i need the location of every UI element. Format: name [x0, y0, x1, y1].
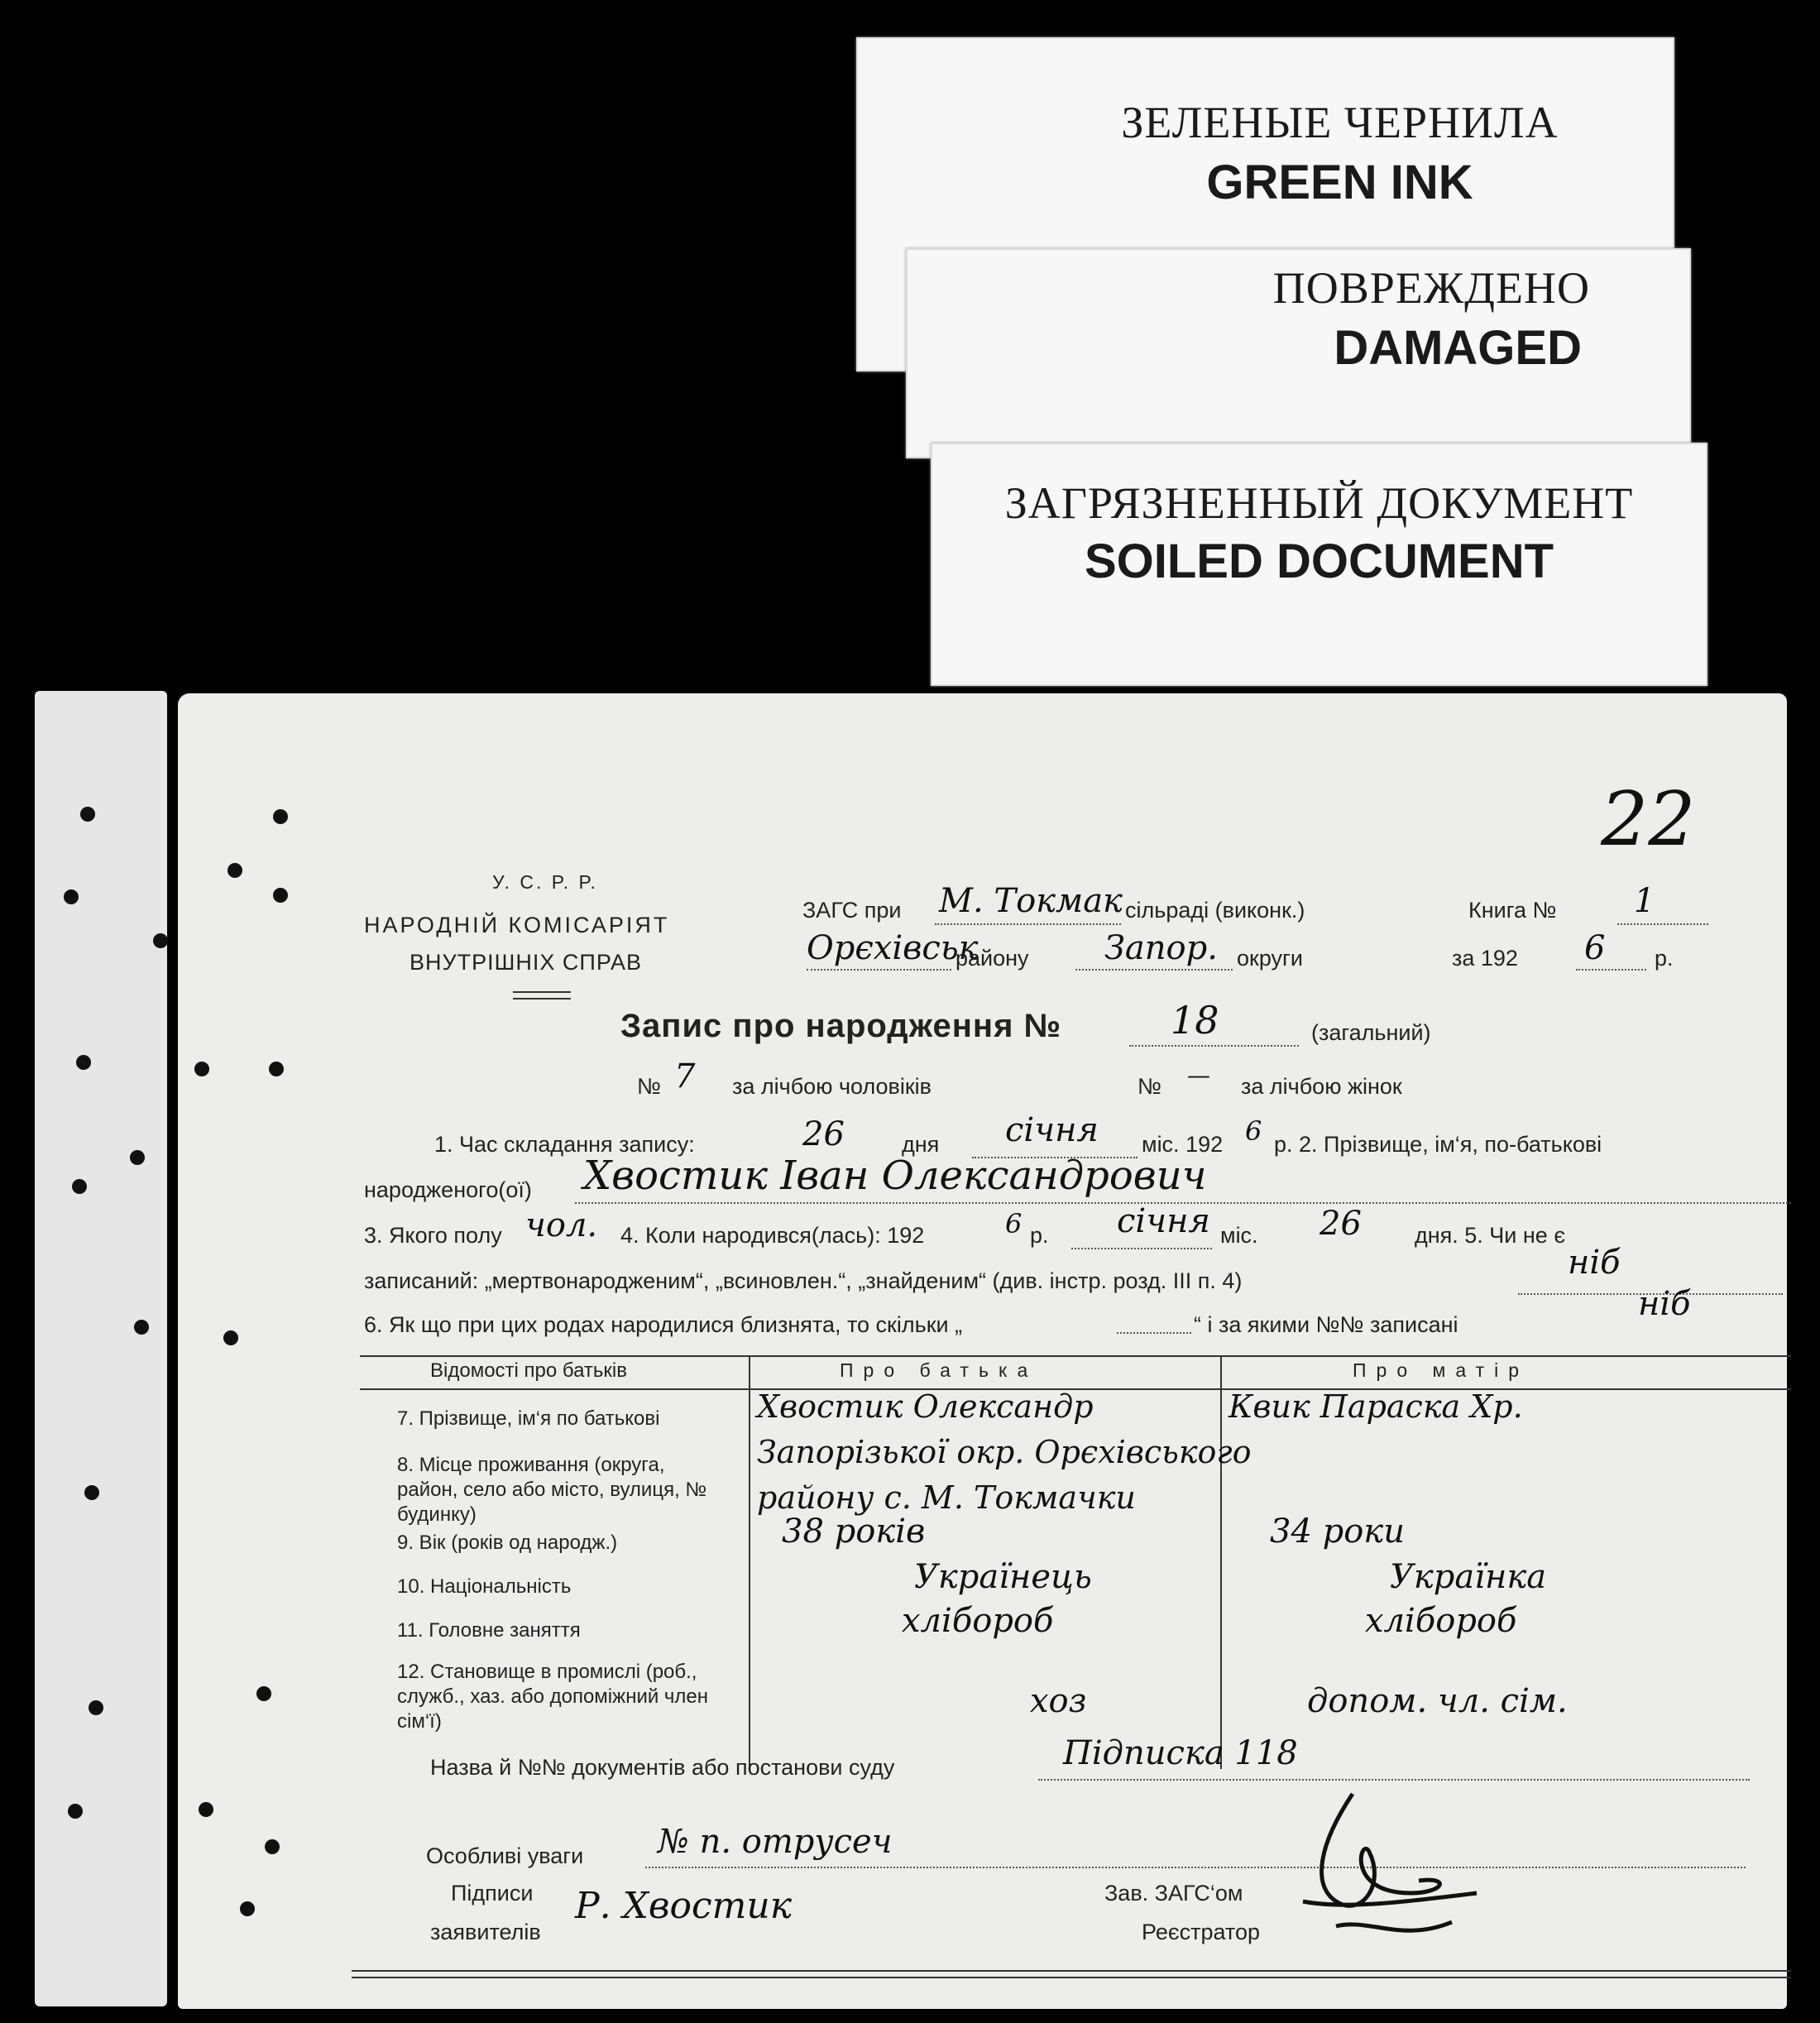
zags-label: ЗАГС при: [802, 898, 902, 923]
binding-stub: [35, 691, 167, 2006]
bottom-border: [352, 1977, 1791, 1978]
punch-hole: [64, 889, 79, 904]
field-4-label: 4. Коли народився(лась): 192: [620, 1223, 925, 1248]
punch-hole: [199, 1802, 213, 1817]
field-6-value: ніб: [1638, 1285, 1691, 1323]
record-title: Запис про народження №: [620, 1008, 1062, 1044]
birth-day: 26: [1320, 1205, 1362, 1243]
punch-hole: [80, 807, 95, 822]
dots: [645, 1867, 1746, 1868]
punch-hole: [68, 1804, 83, 1819]
punch-hole: [130, 1150, 145, 1165]
men-count-number: 7: [674, 1057, 696, 1095]
okrug-name: Запор.: [1104, 929, 1218, 967]
birth-month-label: міс.: [1220, 1223, 1258, 1248]
punch-hole: [240, 1901, 255, 1916]
women-count-label: за лічбою жінок: [1241, 1074, 1402, 1099]
father-occupation: хлібороб: [902, 1602, 1054, 1640]
birth-year: 6: [1005, 1208, 1023, 1239]
field-2-label-2: народженого(ої): [364, 1177, 532, 1202]
field-1-year: 6: [1245, 1115, 1262, 1147]
notes-value: № п. отрусеч: [658, 1823, 893, 1861]
table-top-border: [360, 1355, 1791, 1357]
damaged-label-en: DAMAGED: [1334, 321, 1582, 375]
green-ink-label-en: GREEN INK: [1206, 156, 1473, 209]
row-label-residence: 8. Місце проживання (округа, район, село або місто, вулиця, № будинку): [397, 1454, 707, 1526]
punch-hole: [134, 1320, 149, 1335]
punch-hole: [228, 863, 242, 878]
soiled-label-ru: ЗАГРЯЗНЕННЫЙ ДОКУМЕНТ: [1004, 478, 1634, 528]
signatures-label: Підписи: [451, 1881, 534, 1906]
row-label-nationality: 10. Національність: [397, 1575, 572, 1598]
field-1-label: 1. Час складання запису:: [434, 1132, 695, 1157]
book-number: 1: [1634, 882, 1655, 920]
field-5-label-2: записаний: „мертвонародженим“, „всиновлен.“, „знайденим“ (див. інстр. розд. III п. 4): [364, 1268, 1243, 1293]
punch-hole: [273, 888, 288, 903]
green-ink-label-ru: ЗЕЛЕНЫЕ ЧЕРНИЛА: [1121, 98, 1559, 147]
book-label: Книга №: [1468, 898, 1557, 923]
general-label: (загальний): [1311, 1020, 1431, 1045]
dots: [1617, 923, 1708, 925]
applicants-label: заявителів: [430, 1920, 541, 1944]
zags-place: М. Токмак: [939, 882, 1123, 920]
village-council-label: сільраді (виконк.): [1125, 898, 1305, 923]
dots: [935, 923, 1121, 925]
dots: [1071, 1248, 1212, 1249]
field-3-label: 3. Якого полу: [364, 1223, 502, 1248]
men-no-sign: №: [637, 1074, 661, 1099]
year-label: за 192: [1452, 946, 1518, 971]
divider: [513, 991, 571, 993]
punch-hole: [265, 1839, 280, 1854]
field-1-month: січня: [1005, 1111, 1099, 1149]
punch-hole: [84, 1485, 99, 1500]
year-suffix: р.: [1655, 946, 1674, 971]
field-5-value: ніб: [1568, 1244, 1621, 1282]
page-number: 22: [1601, 776, 1696, 863]
mother-nationality: Українка: [1390, 1558, 1547, 1596]
sex-value: чол.: [525, 1206, 598, 1244]
soiled-label-en: SOILED DOCUMENT: [1084, 535, 1554, 588]
birth-record-form: [178, 693, 1787, 2009]
usrr-heading: У. С. Р. Р.: [492, 871, 598, 893]
child-full-name: Хвостик Іван Олександрович: [583, 1153, 1207, 1199]
mother-occupation: хлібороб: [1365, 1602, 1517, 1640]
mother-position: допом. чл. сім.: [1307, 1682, 1568, 1720]
field-6-label-2: “ і за якими №№ записані: [1194, 1312, 1458, 1337]
father-name: Хвостик Олександр: [757, 1388, 1094, 1425]
zags-head-label: Зав. ЗАГС‘ом: [1104, 1881, 1243, 1906]
punch-hole: [89, 1700, 103, 1715]
punch-hole: [269, 1062, 284, 1076]
punch-hole: [273, 809, 288, 824]
women-no-sign: №: [1138, 1074, 1161, 1099]
divider: [513, 998, 571, 1000]
damaged-label: [906, 248, 1691, 458]
mother-residence: району с. М. Токмачки: [757, 1479, 1136, 1516]
field-1-day-label: дня: [902, 1132, 940, 1157]
punch-hole: [76, 1055, 91, 1070]
district-name: Орєхівськ: [807, 929, 979, 967]
punch-hole: [256, 1686, 271, 1701]
dots: [1117, 1332, 1191, 1334]
applicant-signature: Р. Хвостик: [575, 1885, 792, 1927]
internal-affairs-heading: ВНУТРІШНІХ СПРАВ: [410, 950, 643, 975]
father-residence: Запорізької окр. Орєхівського: [757, 1434, 1252, 1470]
district-label: району: [956, 946, 1029, 971]
punch-hole: [72, 1179, 87, 1194]
dots: [807, 969, 951, 971]
field-1-day: 26: [802, 1115, 845, 1153]
row-label-age: 9. Вік (років од народж.): [397, 1532, 618, 1554]
okrug-label: округи: [1237, 946, 1303, 971]
row-label-position: 12. Становище в промислі (роб., служб., хаз. або допоміжний член сім‘ї): [397, 1661, 709, 1733]
father-age: 38 років: [782, 1512, 926, 1551]
documents-value: Підписка 118: [1063, 1734, 1298, 1772]
birth-year-suffix: р.: [1030, 1223, 1049, 1248]
row-label-surname: 7. Прізвище, ім‘я по батькові: [397, 1407, 660, 1430]
year-digit: 6: [1584, 929, 1606, 967]
punch-hole: [194, 1062, 209, 1076]
men-count-label: за лічбою чоловіків: [732, 1074, 932, 1099]
dots: [1129, 1045, 1299, 1047]
table-header-parents: Відомості про батьків: [430, 1359, 627, 1382]
mother-age: 34 роки: [1270, 1512, 1405, 1551]
bottom-border: [352, 1970, 1791, 1972]
women-count-number: —: [1187, 1062, 1210, 1089]
field-5-label: дня. 5. Чи не є: [1415, 1223, 1566, 1248]
table-header-mother: Про матір: [1353, 1359, 1530, 1381]
field-2-label: р. 2. Прізвище, ім‘я, по-батькові: [1274, 1132, 1602, 1157]
field-6-label: 6. Як що при цих родах народилися близнята, то скільки „: [364, 1312, 963, 1337]
registrar-label: Реєстратор: [1142, 1920, 1261, 1944]
record-number: 18: [1171, 998, 1219, 1043]
soiled-document-label: [931, 443, 1707, 686]
dots: [1576, 969, 1646, 971]
dots: [1075, 969, 1233, 971]
documents-label: Назва й №№ документів або постанови суду: [430, 1755, 895, 1780]
father-nationality: Українець: [914, 1558, 1092, 1596]
father-position: хоз: [1030, 1682, 1087, 1720]
mother-name: Квик Параска Хр.: [1228, 1388, 1523, 1425]
row-label-occupation: 11. Головне заняття: [397, 1619, 581, 1642]
notes-label: Особливі уваги: [426, 1843, 584, 1868]
field-1-month-label: міс. 192: [1142, 1132, 1224, 1157]
table-header-father: Про батька: [840, 1359, 1038, 1381]
table-col-divider: [1220, 1355, 1222, 1769]
birth-month: січня: [1117, 1202, 1210, 1240]
punch-hole: [223, 1330, 238, 1345]
damaged-label-ru: ПОВРЕЖДЕНО: [1272, 263, 1590, 313]
official-signature: [1286, 1777, 1485, 1959]
punch-hole: [153, 933, 168, 948]
commissariat-heading: НАРОДНІЙ КОМІСАРІЯТ: [364, 913, 670, 937]
